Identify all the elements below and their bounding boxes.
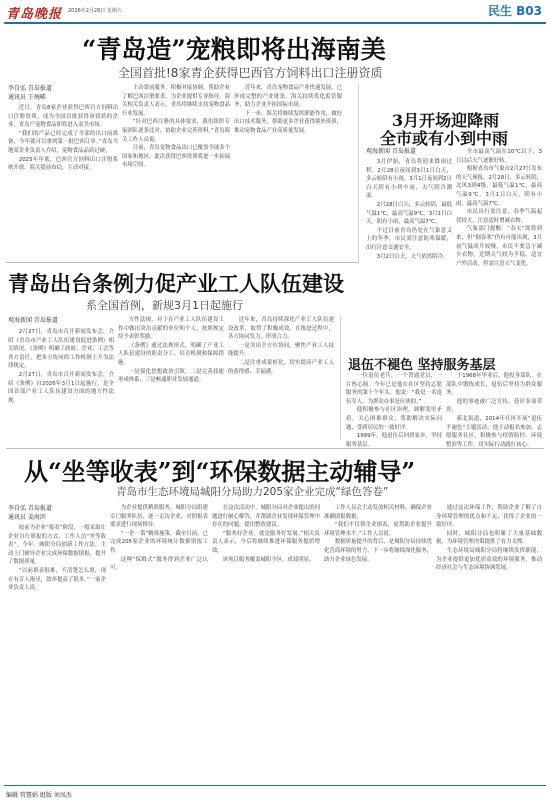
article1-column-3: 近年来，青岛宠物食品产业快速发展，已形成完整的产业链条。海关持续优化监管服务，助力企业开拓国际市场。 下一步，海关将继续发挥职能作用，做好出口技术服务，帮助更多企业获得境外资质，推动宠物食品产业高质量发展。 <box>234 85 342 134</box>
section-divider <box>6 262 358 263</box>
article5-column-3: 在这次活动中，城阳分局对企业提出的问题进行耐心解答，并帮助企业发现环保管理中存在的问题，提出整改建议。 “服务好企业，就是服务好发展。”相关负责人表示，今后将继续推进环保服务提质增效。 该项目服务覆盖城阳全区，成效明显。 <box>212 505 320 563</box>
article5-column-1: 较前为企业“报表”阶段，一般采取让企业自行填报的方式，工作人员“坐等收表”。今年，城阳分局创新工作方法，主动上门辅导企业完成环保数据填报，提升了数据质量。 “以前填表很难，不清楚怎么填，现在有专人指导，效率提高了很多。”一家企业负责人说。 <box>8 525 106 592</box>
article3-column-2: 方性法规。对于在产业工人队伍建设工作中做出突出贡献的单位和个人，按照规定给予表彰奖励。 《条例》通过法规形式，明确了产业工人队伍建设的职责分工、培育机制和保障措施。 一是强化思想政治引领，二是完善技能形成体系，三是畅通职业发展通道。 <box>118 317 224 384</box>
article2-title: 3月开场迎降雨 <box>392 111 500 130</box>
issue-date: 2026年2月28日 星期六 <box>68 8 122 14</box>
column-divider <box>358 84 359 264</box>
article3-column-1: 2月27日，青岛市召开新闻发布会，介绍《青岛市产业工人队伍建设促进条例》相关情况。《条例》明确了政府、企业、工会等各方责任，把多方协同的工作机制上升为法律规定。 2月27日，青岛市召开新闻发布会，介绍《条例》自2026年3月1日起施行，是全国首部产业工人队伍建设方面的地方性法规。 <box>8 329 114 404</box>
newspaper-logo: 青岛晚报 <box>6 7 63 22</box>
editor-credits: 编辑 管慧娟 组版 刘凤杰 <box>6 792 72 799</box>
article2-byline: 观海新闻 青岛报道 <box>366 148 416 155</box>
article3-byline: 观海新闻 青岛报道 <box>8 317 58 324</box>
article2-column-1: 3月伊始，青岛将迎来降雨过程。2月28日夜间到3月1日白天，多云转阴有小雨，3月1日夜间到2日白天阴有小到中雨，天气阴冷潮湿。 2月28日白天，多云转阴，最低气温1℃，最高气温9℃。3月1日白天，阴有小雨，最高气温7℃。 不过目前青岛仍处在气象意义上的冬季，市民需注意防寒保暖，出行注意交通安全。 3月2日白天，天气依然阴冷。 <box>366 159 452 260</box>
article1-column-1: 近日，青岛8家企业获得巴西官方饲料出口注册资质，成为全国首批获得该资质的企业，青岛产宠物食品即将进入南美市场。 “我们的产品已经完成了全部的出口前准备，今年就可以拿到第一批巴西订单。”青岛当地某企业负责人介绍，宠物食品品质过硬。 2025年年底，巴西官方饲料出口注册系统开放，海关提前布局，主动对接。 <box>8 105 118 172</box>
article4-column-1: 一位退伍老兵，一个普通党员，一片热心肠。今年已是他在社区坚持志愿服务的第十个年头，他说：“我是一名退伍军人，为群众办事是应该的。” 他积极参与社区治理，调解邻里矛盾，关心困难群众，帮助解决实际问题，受到居民的一致好评。 1999年，他退伍后回到家乡，坚持服务基层。 <box>346 373 442 448</box>
article4-column-2: 于1968年毕业后，他投身部队，在部队中锻炼成长，退伍后坚持为群众服务。 他的事迹被广泛宣传，获评多项荣誉。 新北街道，2014年社区开展“退伍不褪色”主题活动，他主动报名参加，志愿服务社区，积极参与疫情防控、环境整治等工作，用实际行动践行初心。 <box>446 373 542 448</box>
article1-subtitle: 全国首批!8家青企获得巴西官方饲料出口注册资质 <box>118 66 383 80</box>
article4-title: 退伍不褪色 坚持服务基层 <box>348 358 496 373</box>
section-label: 民生 B03 <box>487 4 542 18</box>
article1-column-2: 主动靠前服务，积极对接协调，帮助企业了解巴西注册要求，为企业提供专业指导。海关相关负责人表示，青岛将继续支持宠物食品行业发展。 “针对巴西注册的具体要求，我们组织专家团队逐条比对，协助企业完善资料。”青岛海关工作人员说。 目前，青岛宠物食品出口已覆盖全球多个国家和地区，此次获得巴西资质将进一步拓展市场空间。 <box>122 85 230 169</box>
article3-column-3: 近年来，青岛持续深化产业工人队伍建设改革，取得了积极成效。在推进过程中，各方协同发力，形成合力。 一是突出全方位协同，聚焦产业工人技能提升。 二是注重成果转化，切实提高产业工人的获得感、幸福感。 <box>228 317 334 375</box>
article2-column-2: 全市最高气温在10℃以下，3日以后天气逐渐好转。 根据青岛市气象台2月27日发布的天气预报，2月28日，多云转阴，北风3到4级，最低气温1℃，最高气温9℃。3月1日白天，阴有小雨，最高气温7℃。 市民出行需注意，春季气温起伏较大，注意适时增减衣物。 气象部门提醒：“春天”即将到来，但“倒春寒”仍有可能出现，3月初气温回升较慢，市民不要急于减少衣物。近期天气较为平稳，适宜户外活动，但需注意天气变化。 <box>456 149 542 267</box>
header-rule <box>4 22 546 24</box>
article5-byline: 李自弘 青岛报道 通讯员 姜海滨 <box>8 505 52 521</box>
article2-title-line2: 全市或有小到中雨 <box>380 129 509 148</box>
article5-column-4: 工作人员会主动发放相关材料，确保企业准确填报数据。 “我们不仅帮企业填表，更帮助企业提升环境管理水平。”工作人员说。 数据质量提升的背后，是城阳分局持续优化营商环境的努力，下一步将继续深化服务，助力企业绿色发展。 <box>324 505 432 563</box>
footer-rule <box>4 785 546 786</box>
column-divider <box>340 316 341 440</box>
article5-column-2: 为企业提供精准服务，城阳分局组建专门服务队伍，逐一走访企业，对照报表要求进行现场指导。 “一企一策”精准施策，截至目前，已完成205家企业的环境统计数据填报工作。 这种“保姆式”服务得到企业广泛认可。 <box>110 505 208 572</box>
article5-column-5: 通过这次环保工作，帮助企业了解了自身环境管理的优点和不足，获得了企业的一致好评。 同时，城阳分局也积累了大量基础数据，为环境管理决策提供了有力支撑。 生态环境局城阳分局将继续发挥职能，为企业提供更加优质高效的环境服务，推动经济社会与生态环境协调发展。 <box>436 505 542 572</box>
article5-subtitle: 青岛市生态环境局城阳分局助力205家企业完成“绿色答卷” <box>116 486 389 498</box>
article1-title: “青岛造”宠粮即将出海南美 <box>82 35 386 64</box>
article5-title: 从“坐等收表”到“环保数据主动辅导” <box>24 457 416 486</box>
article3-subtitle: 系全国首例，新规3月1日起施行 <box>86 299 243 312</box>
article3-title: 青岛出台条例力促产业工人队伍建设 <box>8 271 344 296</box>
article1-byline: 李自弘 青岛报道 通讯员 王琬晞 <box>8 85 52 101</box>
section-divider <box>6 448 544 449</box>
